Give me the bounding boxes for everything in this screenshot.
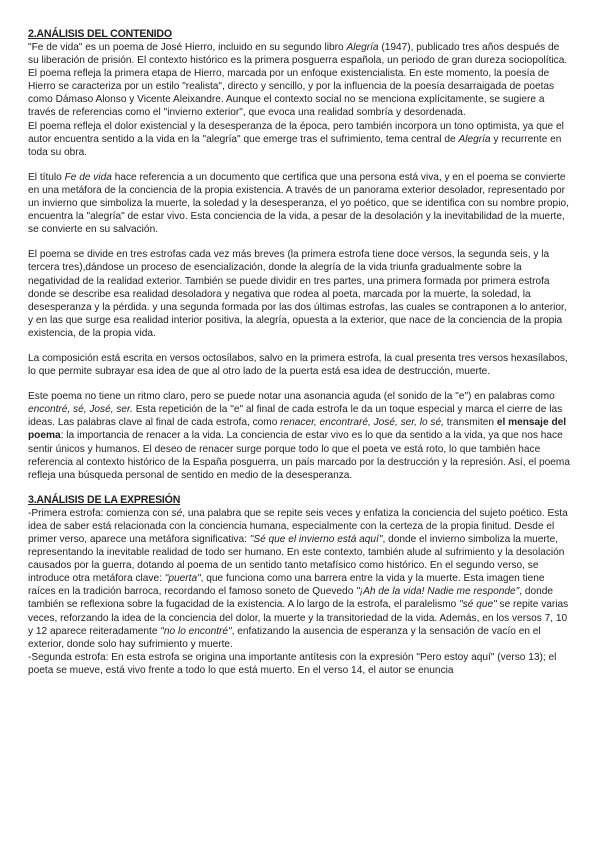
text-run: Esta repetición de la "e" al final de cada estrofa le da un toque especial y marca el cierre de las ideas. Las palabras clave al final de cada estrofa, como <box>28 404 563 429</box>
text-run: y recurrente en toda su obra. <box>28 133 562 158</box>
text-run: El poema se divide en tres estrofas cada vez más breves (la primera estrofa tiene doce versos, la segunda seis, y la tercera tres),dándose un proceso de esencialización, donde la alegría de la vida triunfa gradualmente sobre la negatividad de la realidad exterior. También se puede dividir en tres partes, una primera formada por primera estrofa donde se describe esa realidad desoladora y negativa que rodea al poeta, marcada por la muerte, la soledad, la desesperanza y la pérdida. y una segunda formada por las dos últimas estrofas, las cuales se contraponen a lo anterior, y en las que surge esa realidad interior positiva, la alegría, opuesta a la exterior, que nace de la conciencia de la propia existencia, de la propia vida. <box>28 249 567 339</box>
text-run: hace referencia a un documento que certifica que una persona está viva, y en el poema se convierte en una metáfora de la conciencia de la propia existencia. A través de un panorama exterior desolador, representado por un invierno que simboliza la muerte, la soledad y la desesperanza, el yo poético, que se identifica con su nombre propio, encuentra la "alegría" de estar vivo. Esta conciencia de la vida, a pesar de la desolación y la inevitabilidad de la muerte, se convierte en su salvación. <box>28 171 569 236</box>
paragraph <box>28 651 570 677</box>
bold-text: el mensaje del poema <box>28 417 567 442</box>
text-run: (1947), publicado tres años después de su liberación de prisión. El contexto histórico es la primera posguerra española, un periodo de gran dureza sociopolítica. El poema refleja la primera etapa de Hierro, marcada por un enfoque existencialista. En este momento, la poesía de Hierro se caracteriza por un estilo "realista", directo y sencillo, y por la influencia de la poesía desarraigada de poetas como Dámaso Alonso y Vicente Aleixandre. Aunque el contexto social no se menciona explícitamente, se sugiere a través de referencias como el "invierno exterior", que evoca una realidad sombría y desordenada. <box>28 42 568 119</box>
italic-text: Alegría <box>458 133 491 145</box>
text-run: -Primera estrofa: comienza con <box>28 507 172 519</box>
section-heading-content-analysis: 2.ANÁLISIS DEL CONTENIDO <box>28 28 172 40</box>
text-run: , una palabra que se repite seis veces y enfatiza la conciencia del sujeto poético. Esta idea de saber está relacionada con la conciencia humana, especialmente con la certeza de la propia finitud. Desde el primer verso, aparece una metáfora significativa: <box>28 507 568 545</box>
text-run: , enfatizando la ausencia de esperanza y la sensación de vacío en el exterior, donde solo hay sufrimiento y muerte. <box>28 625 541 650</box>
paragraph <box>28 390 570 482</box>
text-run: , donde el invierno simboliza la muerte, representando la inevitable realidad de todo ser humano. En este contexto, también alude al sufrimiento y la desolación causados por la guerra, dotando al poema de un sentido tanto metafísico como histórico. En el segundo verso, se introduce otra metáfora clave: <box>28 534 565 585</box>
text-run: : la importancia de renacer a la vida. La conciencia de estar vivo es lo que da sentido a la vida, ya que nos hace sentir únicos y humanos. El deseo de renacer surge porque todo lo que el poeta ve está roto, lo que también hace referencia al contexto histórico de la España posguerra, un país marcado por la destrucción y la represión. Así, el poema refleja una búsqueda personal de sentido en medio de la desesperanza. <box>28 430 570 481</box>
italic-text: renacer, encontraré, José, ser, lo sé, <box>280 417 444 429</box>
italic-text: sé <box>171 507 183 519</box>
italic-text: "Sé que el invierno está aquí" <box>249 534 383 545</box>
text-run: "Fe de vida" es un poema de José Hierro, incluido en su segundo libro <box>28 42 347 53</box>
paragraph <box>28 507 570 651</box>
text-run: , que funciona como una barrera entre la vida y la muerte. Esta imagen tiene raíces en la tradición barroca, recordando el famoso soneto de Quevedo <box>28 573 545 598</box>
italic-text: Alegría <box>346 42 379 53</box>
italic-text: "puerta" <box>164 573 201 585</box>
text-run: transmiten <box>443 417 497 429</box>
italic-text: encontré, sé, José, ser. <box>28 404 133 416</box>
text-run: se repite varias veces, reforzando la idea de la conciencia del dolor, la muerte y la transitoriedad de la vida. Además, en los versos 7, 10 y 12 aparece reiteradamente <box>28 599 569 637</box>
paragraph <box>28 352 570 378</box>
text-run: El poema refleja el dolor existencial y la desesperanza de la época, pero también incorpora un tono optimista, ya que el autor encuentra sentido a la vida en la "alegría" que emerge tras el sufrimiento, tema central de <box>28 120 564 145</box>
paragraph <box>28 120 570 159</box>
paragraph <box>28 41 570 120</box>
paragraph <box>28 171 570 236</box>
text-run: El título <box>28 171 65 183</box>
italic-text: "sé que" <box>459 599 497 611</box>
text-run: , donde también se reflexiona sobre la fugacidad de la existencia. A lo largo de la estrofa, el paralelismo <box>28 586 554 611</box>
italic-text: "¡Ah de la vida! Nadie me responde" <box>356 586 520 598</box>
section-heading-expression-analysis: 3.ANÁLISIS DE LA EXPRESIÓN <box>28 493 181 506</box>
text-run: La composición está escrita en versos octosílabos, salvo en la primera estrofa, la cual presenta tres versos hexasílabos, lo que permite subrayar esa idea de que al otro lado de la puerta está esa idea de destrucción, muerte. <box>28 352 568 378</box>
paragraph <box>28 248 570 340</box>
text-run: Este poema no tiene un ritmo claro, pero se puede notar una asonancia aguda (el sonido de la "e") en palabras como <box>28 391 555 403</box>
italic-text: Fe de vida <box>64 171 112 183</box>
italic-text: "no lo encontré" <box>160 625 232 637</box>
text-run: -Segunda estrofa: En esta estrofa se origina una importante antítesis con la expresión "Pero estoy aquí" (verso 13); el poeta se mueve, está vivo frente a todo lo que está muerto. En el verso 14, el autor se enuncia <box>28 651 557 676</box>
